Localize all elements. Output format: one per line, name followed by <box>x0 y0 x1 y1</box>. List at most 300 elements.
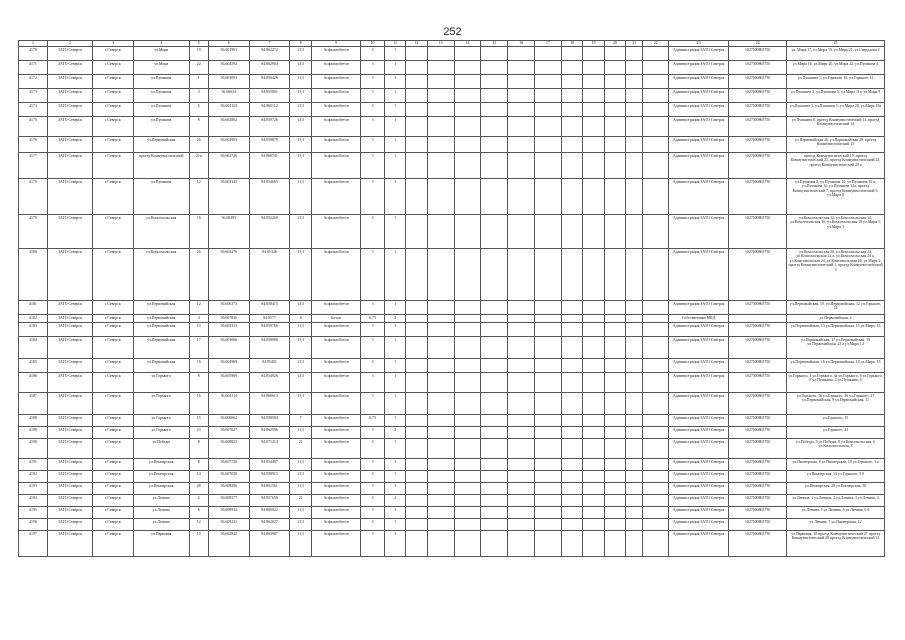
empty-cell <box>454 74 481 88</box>
registry-number-cell: 4172 <box>19 74 48 88</box>
municipality-cell: ЗАТО Северск <box>47 414 92 426</box>
longitude-cell: 84.858913 <box>249 470 290 482</box>
ogrn-cell: 1027000865750 <box>729 482 787 494</box>
settlement-cell: г.Северск <box>93 482 134 494</box>
empty-cell <box>561 530 582 556</box>
house-number-cell: 16 <box>189 392 208 414</box>
latitude-cell: 56.608823 <box>208 438 249 458</box>
empty-cell <box>427 392 454 414</box>
ogrn-cell: 1027000865750 <box>729 178 787 214</box>
empty-cell <box>427 530 454 556</box>
empty-cell <box>626 482 643 494</box>
containers-cell: 3 <box>361 438 385 458</box>
municipality-cell: ЗАТО Северск <box>47 494 92 506</box>
containers-cell: 3 <box>361 74 385 88</box>
empty-cell <box>561 358 582 372</box>
empty-cell <box>454 494 481 506</box>
empty-cell <box>508 336 535 358</box>
empty-cell <box>643 74 669 88</box>
ogrn-cell: 1027000865750 <box>729 358 787 372</box>
area-cell: 8 <box>290 314 311 322</box>
longitude-cell: 84.860022 <box>249 506 290 518</box>
empty-cell <box>583 74 604 88</box>
surface-type-cell: Асфальтобетон <box>311 470 360 482</box>
area-cell: 13,5 <box>290 214 311 248</box>
empty-cell <box>643 46 669 60</box>
registry-number-cell: 4193 <box>19 482 48 494</box>
latitude-cell: 56.607726 <box>208 458 249 470</box>
municipality-cell: ЗАТО Северск <box>47 426 92 438</box>
surface-type-cell: Асфальтобетон <box>311 136 360 152</box>
col12-cell <box>406 322 427 336</box>
empty-cell <box>454 336 481 358</box>
ogrn-cell: 1027000865750 <box>729 248 787 300</box>
empty-cell <box>508 414 535 426</box>
container-volume-cell: 1 <box>384 358 405 372</box>
ogrn-cell: 1027000865750 <box>729 392 787 414</box>
area-cell: 13,5 <box>290 136 311 152</box>
containers-cell: 3 <box>361 88 385 102</box>
empty-cell <box>583 518 604 530</box>
municipality-cell: ЗАТО Северск <box>47 438 92 458</box>
municipality-cell: ЗАТО Северск <box>47 136 92 152</box>
column-number: 17 <box>535 41 562 47</box>
settlement-cell: г.Северск <box>93 152 134 178</box>
empty-cell <box>508 482 535 494</box>
empty-cell <box>626 494 643 506</box>
street-cell: ул.Пионерская <box>133 470 189 482</box>
area-cell: 13,5 <box>290 60 311 74</box>
container-volume-cell: 1 <box>384 530 405 556</box>
empty-cell <box>427 372 454 392</box>
empty-cell <box>535 46 562 60</box>
empty-cell <box>583 102 604 116</box>
col12-cell <box>406 178 427 214</box>
empty-cell <box>535 426 562 438</box>
served-addresses-cell: ул.Первомайская, 13 ул.Первомайская, 15 ул.Мира, 15 <box>787 322 885 336</box>
empty-cell <box>535 300 562 314</box>
ogrn-cell: 1027000865750 <box>729 60 787 74</box>
surface-type-cell: Асфальтобетон <box>311 438 360 458</box>
latitude-cell: 56.608932 <box>208 506 249 518</box>
registry-number-cell: 4178 <box>19 178 48 214</box>
empty-cell <box>427 414 454 426</box>
street-cell: ул.Первомайская <box>133 336 189 358</box>
longitude-cell: 84.860613 <box>249 392 290 414</box>
container-volume-cell: 1 <box>384 458 405 470</box>
empty-cell <box>604 494 625 506</box>
empty-cell <box>454 426 481 438</box>
empty-cell <box>583 392 604 414</box>
empty-cell <box>535 248 562 300</box>
municipality-cell: ЗАТО Северск <box>47 530 92 556</box>
house-number-cell: 22 <box>189 60 208 74</box>
municipality-cell: ЗАТО Северск <box>47 152 92 178</box>
house-number-cell: 17 <box>189 336 208 358</box>
col12-cell <box>406 248 427 300</box>
empty-cell <box>508 116 535 136</box>
street-cell: ул.Горького <box>133 426 189 438</box>
served-addresses-cell: ул.Первомайская, 4 <box>787 314 885 322</box>
registry-number-cell: 4188 <box>19 414 48 426</box>
area-cell: 13,5 <box>290 358 311 372</box>
empty-cell <box>626 46 643 60</box>
empty-cell <box>481 518 508 530</box>
owner-cell: Администрация ЗАТО Северск <box>669 46 729 60</box>
area-cell: 13,5 <box>290 300 311 314</box>
empty-cell <box>626 300 643 314</box>
empty-cell <box>626 426 643 438</box>
street-cell: ул.Пушкина <box>133 116 189 136</box>
street-cell: ул.Ленина <box>133 506 189 518</box>
container-volume-cell: 1 <box>384 506 405 518</box>
containers-cell: 3 <box>361 322 385 336</box>
page-number: 252 <box>443 26 462 38</box>
empty-cell <box>481 530 508 556</box>
longitude-cell: 84.854497 <box>249 458 290 470</box>
area-cell: 13,5 <box>290 482 311 494</box>
longitude-cell: 84.855801 <box>249 88 290 102</box>
owner-cell: Администрация ЗАТО Северск <box>669 322 729 336</box>
surface-type-cell: Асфальтобетон <box>311 518 360 530</box>
longitude-cell: 84.863987 <box>249 530 290 556</box>
col12-cell <box>406 482 427 494</box>
empty-cell <box>583 248 604 300</box>
containers-cell: 3 <box>361 494 385 506</box>
latitude-cell: 56.603093 <box>208 74 249 88</box>
empty-cell <box>427 470 454 482</box>
surface-type-cell: Асфальтобетон <box>311 322 360 336</box>
empty-cell <box>626 214 643 248</box>
served-addresses-cell: ул.Ленина, 1 ул.Ленина, 2 ул.Ленина, 3 ул.Ленина, 4 <box>787 494 885 506</box>
ogrn-cell: 1027000865750 <box>729 336 787 358</box>
surface-type-cell: Асфальтобетон <box>311 506 360 518</box>
container-volume-cell: 1 <box>384 322 405 336</box>
empty-cell <box>626 136 643 152</box>
empty-cell <box>454 518 481 530</box>
empty-cell <box>427 322 454 336</box>
latitude-cell: 56.606662 <box>208 414 249 426</box>
longitude-cell: 84.862272 <box>249 46 290 60</box>
empty-cell <box>583 438 604 458</box>
empty-cell <box>643 482 669 494</box>
table-row <box>19 392 885 414</box>
latitude-cell: 56.604114 <box>208 392 249 414</box>
empty-cell <box>454 248 481 300</box>
surface-type-cell: Асфальтобетон <box>311 74 360 88</box>
latitude-cell: 56.604969 <box>208 358 249 372</box>
empty-cell <box>481 336 508 358</box>
container-volume-cell: 1 <box>384 336 405 358</box>
registry-number-cell: 4195 <box>19 506 48 518</box>
column-number: 12 <box>406 41 427 47</box>
municipality-cell: ЗАТО Северск <box>47 88 92 102</box>
empty-cell <box>454 178 481 214</box>
empty-cell <box>454 530 481 556</box>
empty-cell <box>427 494 454 506</box>
empty-cell <box>643 248 669 300</box>
empty-cell <box>508 426 535 438</box>
table-row <box>19 426 885 438</box>
municipality-cell: ЗАТО Северск <box>47 178 92 214</box>
empty-cell <box>604 358 625 372</box>
latitude-cell: 56.607836 <box>208 314 249 322</box>
empty-cell <box>604 414 625 426</box>
empty-cell <box>535 152 562 178</box>
owner-cell: Администрация ЗАТО Северск <box>669 392 729 414</box>
registry-number-cell: 4179 <box>19 214 48 248</box>
empty-cell <box>427 506 454 518</box>
empty-cell <box>454 392 481 414</box>
owner-cell: Администрация ЗАТО Северск <box>669 372 729 392</box>
empty-cell <box>508 74 535 88</box>
empty-cell <box>604 136 625 152</box>
empty-cell <box>427 102 454 116</box>
containers-cell: 3 <box>361 300 385 314</box>
empty-cell <box>583 136 604 152</box>
owner-cell: Администрация ЗАТО Северск <box>669 214 729 248</box>
table-row <box>19 414 885 426</box>
col12-cell <box>406 358 427 372</box>
empty-cell <box>604 372 625 392</box>
empty-cell <box>561 470 582 482</box>
empty-cell <box>583 322 604 336</box>
empty-cell <box>626 336 643 358</box>
street-cell: ул.Победы <box>133 438 189 458</box>
empty-cell <box>626 458 643 470</box>
empty-cell <box>561 438 582 458</box>
col12-cell <box>406 518 427 530</box>
longitude-cell: 84.856426 <box>249 74 290 88</box>
ogrn-cell: 1027000865750 <box>729 426 787 438</box>
street-cell: ул.Пушкина <box>133 88 189 102</box>
served-addresses-cell: ул. Мира 17, ул.Мира 19, ул.Мира 21, ул.Свердлова 2 <box>787 46 885 60</box>
empty-cell <box>454 152 481 178</box>
surface-type-cell: Асфальтобетон <box>311 102 360 116</box>
ogrn-cell: 1027000865750 <box>729 518 787 530</box>
longitude-cell: 84.862904 <box>249 60 290 74</box>
empty-cell <box>508 214 535 248</box>
surface-type-cell: Асфальтобетон <box>311 214 360 248</box>
empty-cell <box>626 248 643 300</box>
empty-cell <box>508 392 535 414</box>
municipality-cell: ЗАТО Северск <box>47 506 92 518</box>
house-number-cell: 14 <box>189 470 208 482</box>
empty-cell <box>643 470 669 482</box>
col12-cell <box>406 136 427 152</box>
municipality-cell: ЗАТО Северск <box>47 518 92 530</box>
empty-cell <box>626 116 643 136</box>
empty-cell <box>427 152 454 178</box>
empty-cell <box>626 314 643 322</box>
settlement-cell: г.Северск <box>93 214 134 248</box>
col12-cell <box>406 88 427 102</box>
empty-cell <box>561 74 582 88</box>
column-number: 7 <box>249 41 290 47</box>
area-cell: 13,5 <box>290 392 311 414</box>
empty-cell <box>508 60 535 74</box>
container-volume-cell: 2 <box>384 494 405 506</box>
ogrn-cell: 1027000865750 <box>729 152 787 178</box>
surface-type-cell: Асфальтобетон <box>311 88 360 102</box>
empty-cell <box>561 336 582 358</box>
empty-cell <box>535 136 562 152</box>
col12-cell <box>406 314 427 322</box>
municipality-cell: ЗАТО Северск <box>47 300 92 314</box>
containers-cell: 3 <box>361 392 385 414</box>
empty-cell <box>626 322 643 336</box>
empty-cell <box>481 358 508 372</box>
settlement-cell: г.Северск <box>93 178 134 214</box>
table-row <box>19 60 885 74</box>
ogrn-cell: 1027000865750 <box>729 46 787 60</box>
empty-cell <box>561 116 582 136</box>
latitude-cell: 56.607027 <box>208 426 249 438</box>
street-cell: ул.Пионерская <box>133 458 189 470</box>
house-number-cell: 13 <box>189 322 208 336</box>
municipality-cell: ЗАТО Северск <box>47 60 92 74</box>
empty-cell <box>626 372 643 392</box>
empty-cell <box>454 470 481 482</box>
longitude-cell: 84.858879 <box>249 136 290 152</box>
empty-cell <box>583 116 604 136</box>
container-volume-cell: 1 <box>384 136 405 152</box>
empty-cell <box>643 300 669 314</box>
table-row <box>19 74 885 88</box>
empty-cell <box>508 518 535 530</box>
empty-cell <box>626 438 643 458</box>
empty-cell <box>583 506 604 518</box>
empty-cell <box>535 314 562 322</box>
settlement-cell: г.Северск <box>93 458 134 470</box>
empty-cell <box>481 438 508 458</box>
ogrn-cell: 1027000865750 <box>729 470 787 482</box>
latitude-cell: 56.602842 <box>208 530 249 556</box>
empty-cell <box>508 506 535 518</box>
empty-cell <box>427 214 454 248</box>
empty-cell <box>583 314 604 322</box>
empty-cell <box>535 482 562 494</box>
empty-cell <box>427 336 454 358</box>
latitude-cell: 56.605313 <box>208 322 249 336</box>
empty-cell <box>535 116 562 136</box>
column-number: 9 <box>311 41 360 47</box>
empty-cell <box>604 336 625 358</box>
containers-cell: 3 <box>361 60 385 74</box>
col12-cell <box>406 116 427 136</box>
containers-cell: 3 <box>361 336 385 358</box>
empty-cell <box>583 300 604 314</box>
owner-cell: Администрация ЗАТО Северск <box>669 136 729 152</box>
latitude-cell: 56.604592 <box>208 60 249 74</box>
table-row <box>19 300 885 314</box>
latitude-cell: 56.602903 <box>208 136 249 152</box>
col12-cell <box>406 470 427 482</box>
surface-type-cell: Бетон <box>311 314 360 322</box>
settlement-cell: г.Северск <box>93 322 134 336</box>
served-addresses-cell: ул.Победы, 5 ул.Победы, 8 ул.Комсомольская, 6 ул.Комсомольская, 8 <box>787 438 885 458</box>
surface-type-cell: Асфальтобетон <box>311 358 360 372</box>
empty-cell <box>643 152 669 178</box>
empty-cell <box>481 248 508 300</box>
empty-cell <box>561 60 582 74</box>
empty-cell <box>604 152 625 178</box>
ogrn-cell: 1027000865750 <box>729 494 787 506</box>
served-addresses-cell: ул.Первомайская, 16 ул.Первомайская, 18 ул.Мира, 13 <box>787 358 885 372</box>
house-number-cell: 26 <box>189 136 208 152</box>
column-number: 13 <box>427 41 454 47</box>
registry-number-cell: 4173 <box>19 88 48 102</box>
municipality-cell: ЗАТО Северск <box>47 74 92 88</box>
house-number-cell: 12 <box>189 518 208 530</box>
empty-cell <box>643 392 669 414</box>
house-number-cell: 8 <box>189 458 208 470</box>
ogrn-cell: 1027000865750 <box>729 530 787 556</box>
registry-number-cell: 4171 <box>19 60 48 74</box>
surface-type-cell: Асфальтобетон <box>311 482 360 494</box>
registry-number-cell: 4183 <box>19 322 48 336</box>
empty-cell <box>454 506 481 518</box>
served-addresses-cell: ул.Первомайская 26, ул.Первомайская 28, проезд Коммунистический 15 <box>787 136 885 152</box>
empty-cell <box>481 74 508 88</box>
municipality-cell: ЗАТО Северск <box>47 46 92 60</box>
empty-cell <box>604 482 625 494</box>
registry-number-cell: 4181 <box>19 300 48 314</box>
empty-cell <box>583 482 604 494</box>
container-volume-cell: 1 <box>384 152 405 178</box>
longitude-cell: 84.859726 <box>249 116 290 136</box>
empty-cell <box>561 152 582 178</box>
empty-cell <box>643 136 669 152</box>
empty-cell <box>427 46 454 60</box>
empty-cell <box>583 494 604 506</box>
empty-cell <box>643 336 669 358</box>
house-number-cell: 19 <box>189 46 208 60</box>
area-cell: 21 <box>290 438 311 458</box>
empty-cell <box>427 358 454 372</box>
empty-cell <box>643 438 669 458</box>
column-number: 1 <box>19 41 48 47</box>
table-row <box>19 482 885 494</box>
empty-cell <box>626 74 643 88</box>
empty-cell <box>604 322 625 336</box>
municipality-cell: ЗАТО Северск <box>47 314 92 322</box>
empty-cell <box>604 116 625 136</box>
registry-number-cell: 4170 <box>19 46 48 60</box>
empty-cell <box>643 358 669 372</box>
container-volume-cell: 1 <box>384 414 405 426</box>
settlement-cell: г.Северск <box>93 116 134 136</box>
containers-cell: 3 <box>361 518 385 530</box>
empty-cell <box>508 88 535 102</box>
empty-cell <box>481 116 508 136</box>
containers-cell: 3 <box>361 178 385 214</box>
municipality-cell: ЗАТО Северск <box>47 102 92 116</box>
registry-number-cell: 4191 <box>19 458 48 470</box>
settlement-cell: г.Северск <box>93 248 134 300</box>
settlement-cell: г.Северск <box>93 530 134 556</box>
served-addresses-cell: ул.Пионерская, 28 ул.Пионерская, 30 <box>787 482 885 494</box>
empty-cell <box>604 102 625 116</box>
empty-cell <box>643 494 669 506</box>
empty-cell <box>508 322 535 336</box>
table-row <box>19 530 885 556</box>
empty-cell <box>561 214 582 248</box>
settlement-cell: г.Северск <box>93 300 134 314</box>
settlement-cell: г.Северск <box>93 392 134 414</box>
longitude-cell: 84.860112 <box>249 102 290 116</box>
empty-cell <box>454 482 481 494</box>
